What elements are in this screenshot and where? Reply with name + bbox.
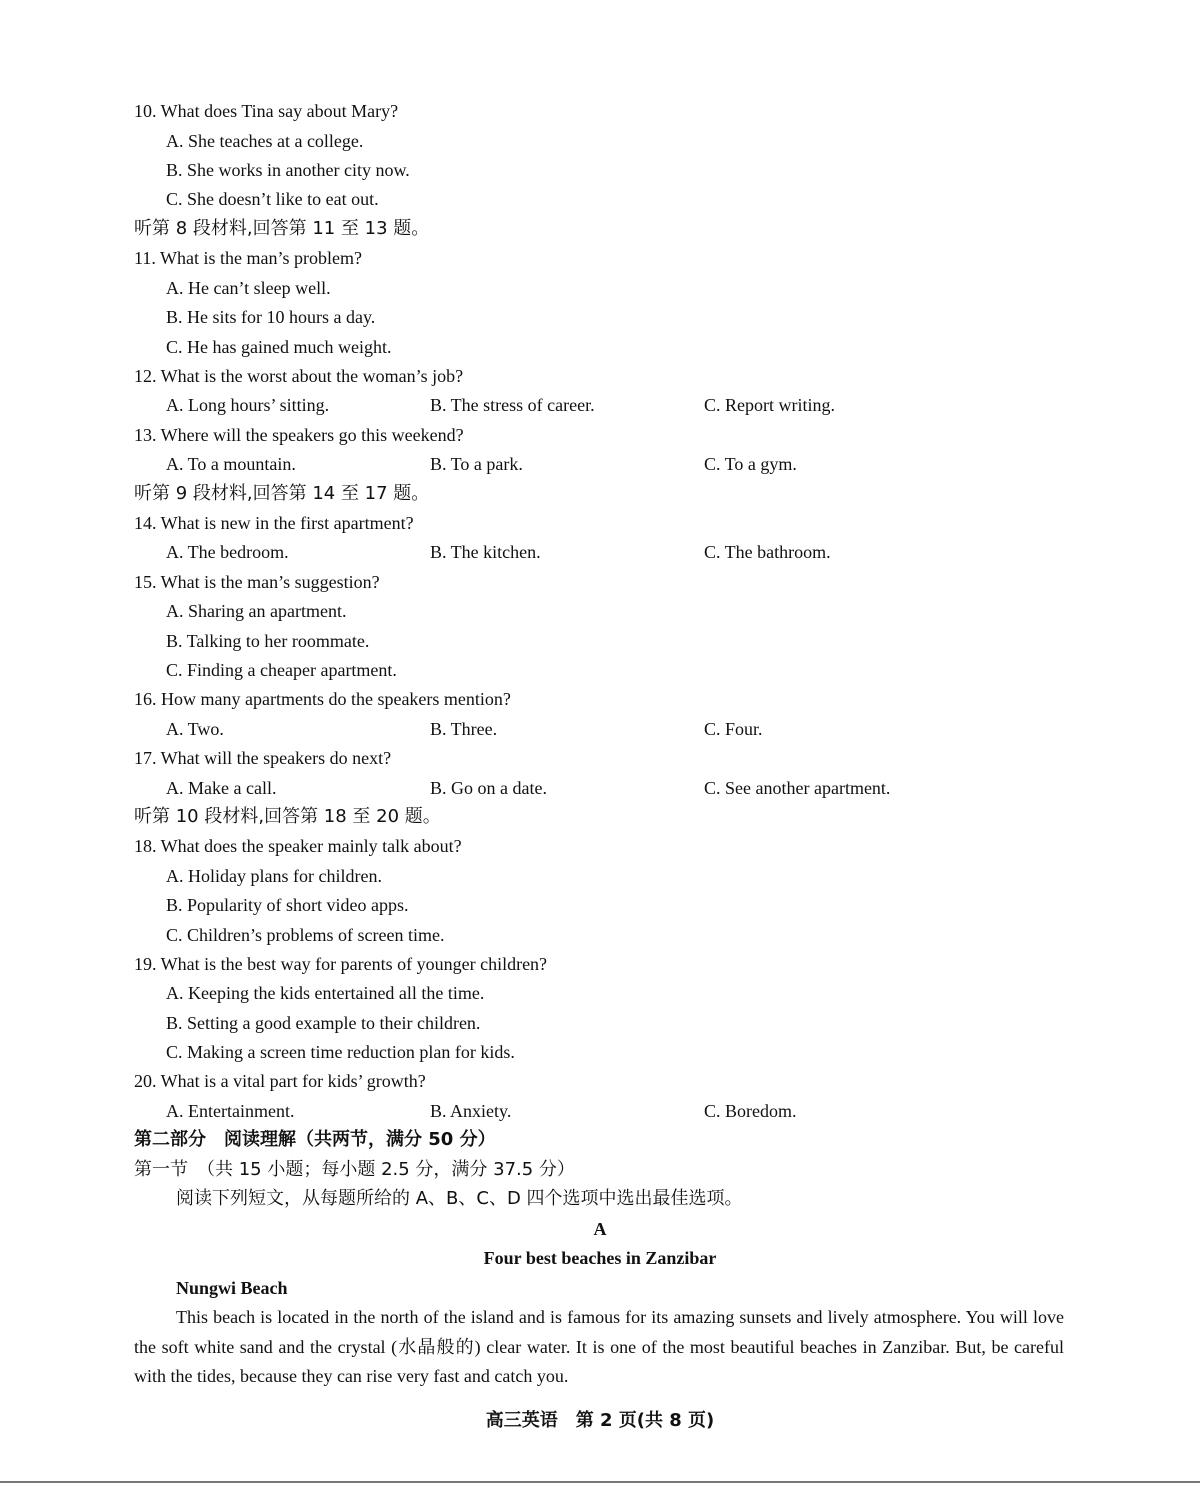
option-20b: B. Anxiety. xyxy=(430,1101,512,1121)
option-16c: C. Four. xyxy=(704,719,763,739)
option-14b: B. The kitchen. xyxy=(430,542,541,562)
option-12c: C. Report writing. xyxy=(704,395,835,415)
option-10a: A. She teaches at a college. xyxy=(166,131,364,151)
option-20c: C. Boredom. xyxy=(704,1101,797,1121)
option-17c: C. See another apartment. xyxy=(704,778,891,798)
option-17a: A. Make a call. xyxy=(166,778,277,798)
option-19a: A. Keeping the kids entertained all the time. xyxy=(166,983,485,1003)
passage-title: Four best beaches in Zanzibar xyxy=(483,1248,717,1268)
option-18a: A. Holiday plans for children. xyxy=(166,866,382,886)
option-16b: B. Three. xyxy=(430,719,498,739)
question-11: 11. What is the man’s problem? xyxy=(134,248,362,268)
option-19c: C. Making a screen time reduction plan for kids. xyxy=(166,1042,515,1062)
option-12a: A. Long hours’ sitting. xyxy=(166,395,330,415)
question-17: 17. What will the speakers do next? xyxy=(134,748,392,768)
question-18: 18. What does the speaker mainly talk about? xyxy=(134,836,462,856)
option-11a: A. He can’t sleep well. xyxy=(166,278,331,298)
option-15c: C. Finding a cheaper apartment. xyxy=(166,660,397,680)
question-13: 13. Where will the speakers go this weekend? xyxy=(134,425,464,445)
option-10b: B. She works in another city now. xyxy=(166,160,410,180)
part-2-section-1-heading: 第一节 （共 15 小题；每小题 2.5 分，满分 37.5 分） xyxy=(134,1159,575,1180)
section-10-instruction: 听第 10 段材料,回答第 18 至 20 题。 xyxy=(134,806,441,827)
option-15a: A. Sharing an apartment. xyxy=(166,601,347,621)
question-20: 20. What is a vital part for kids’ growth? xyxy=(134,1071,426,1091)
question-19: 19. What is the best way for parents of younger children? xyxy=(134,954,548,974)
reading-instruction: 阅读下列短文，从每题所给的 A、B、C、D 四个选项中选出最佳选项。 xyxy=(176,1188,743,1209)
option-17b: B. Go on a date. xyxy=(430,778,547,798)
question-16: 16. How many apartments do the speakers mention? xyxy=(134,689,511,709)
option-13b: B. To a park. xyxy=(430,454,523,474)
passage-letter: A xyxy=(593,1219,607,1239)
option-18c: C. Children’s problems of screen time. xyxy=(166,925,445,945)
option-16a: A. Two. xyxy=(166,719,224,739)
option-13a: A. To a mountain. xyxy=(166,454,296,474)
subheading-nungwi-beach: Nungwi Beach xyxy=(176,1278,288,1298)
option-13c: C. To a gym. xyxy=(704,454,797,474)
section-8-instruction: 听第 8 段材料,回答第 11 至 13 题。 xyxy=(134,218,430,239)
question-14: 14. What is new in the first apartment? xyxy=(134,513,414,533)
option-20a: A. Entertainment. xyxy=(166,1101,295,1121)
question-10: 10. What does Tina say about Mary? xyxy=(134,101,399,121)
option-18b: B. Popularity of short video apps. xyxy=(166,895,409,915)
option-14c: C. The bathroom. xyxy=(704,542,831,562)
part-2-heading: 第二部分 阅读理解（共两节，满分 50 分） xyxy=(134,1129,496,1150)
page-footer: 高三英语 第 2 页(共 8 页) xyxy=(485,1410,715,1431)
option-11b: B. He sits for 10 hours a day. xyxy=(166,307,376,327)
option-10c: C. She doesn’t like to eat out. xyxy=(166,189,379,209)
option-15b: B. Talking to her roommate. xyxy=(166,631,370,651)
question-15: 15. What is the man’s suggestion? xyxy=(134,572,380,592)
option-14a: A. The bedroom. xyxy=(166,542,289,562)
bottom-rule xyxy=(0,1481,1200,1483)
option-19b: B. Setting a good example to their children. xyxy=(166,1013,481,1033)
section-9-instruction: 听第 9 段材料,回答第 14 至 17 题。 xyxy=(134,483,430,504)
option-12b: B. The stress of career. xyxy=(430,395,595,415)
option-11c: C. He has gained much weight. xyxy=(166,337,392,357)
paragraph-nungwi-beach: This beach is located in the north of the island and is famous for its amazing sunsets and lively atmosphere. You will love the soft white sand and the crystal (水晶般的) clear water. It is one of the most beautiful beaches in Zanzibar. But, be careful with the tides, because they can rise very fast and catch you. xyxy=(134,1307,1064,1386)
question-12: 12. What is the worst about the woman’s job? xyxy=(134,366,464,386)
